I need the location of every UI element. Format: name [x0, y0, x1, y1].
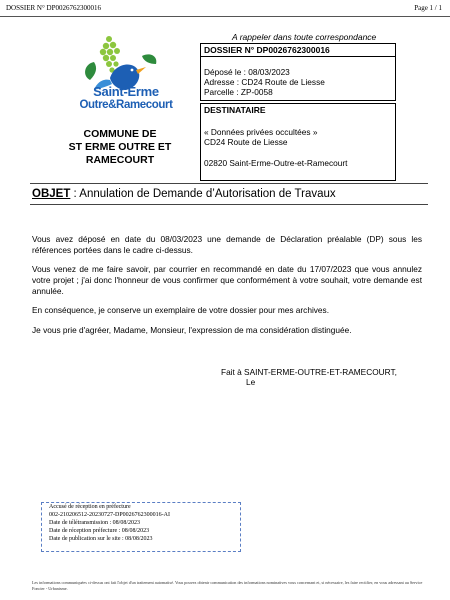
commune-name [40, 128, 200, 167]
correspondence-note: A rappeler dans toute correspondance [232, 32, 377, 42]
body-paragraph: En conséquence, je conserve un exemplaire de votre dossier pour mes archives. [32, 305, 330, 315]
commune-line: RAMECOURT [85, 154, 155, 166]
signature-place: Fait à SAINT-ERME-OUTRE-ET-RAMECOURT, [221, 367, 397, 377]
subject-line [32, 188, 336, 200]
footer-notice: Les informations communiquées ci-dessus ont fait l'objet d'un traitement automatisé. Vous pouvez obtenir communication des informations nominatives vous concernant et, si nécessaire, les faire rectifier, en vous adressant au Service Foncier - Urbanisme. [32, 580, 423, 591]
subject-text: : Annulation de Demande d’Autorisation de Travaux [70, 188, 336, 200]
receipt-stamp [41, 502, 241, 552]
header-page-number: Page 1 / 1 [414, 4, 442, 12]
receipt-line: Date de réception préfecture : 08/08/2023 [49, 528, 150, 534]
dossier-box [200, 43, 396, 101]
deposit-date: Déposé le : 08/03/2023 [204, 67, 290, 77]
commune-line: ST ERME OUTRE ET [68, 141, 172, 153]
recipient-street: CD24 Route de Liesse [204, 137, 288, 147]
header-dossier-number: DOSSIER N° DP0026762300016 [6, 4, 101, 12]
recipient-box-title: DESTINATAIRE [204, 105, 266, 115]
signature-date: Le [246, 377, 256, 387]
logo-text-saint-erme: Saint-Erme [93, 84, 159, 99]
recipient-privacy: « Données privées occultées » [204, 127, 318, 137]
objet-bottom-rule [30, 204, 428, 205]
grapes-icon [100, 36, 120, 73]
receipt-line: Accusé de réception en préfecture [49, 504, 131, 510]
body-paragraph: Je vous prie d'agréer, Madame, Monsieur, l'expression de ma considération distinguée. [32, 325, 352, 335]
body-paragraph: Vous avez déposé en date du 08/03/2023 une demande de Déclaration préalable (DP) sous les références portées dans le cadre ci-dessus. [32, 234, 422, 255]
recipient-box [200, 103, 396, 181]
address: Adresse : CD24 Route de Liesse [204, 77, 325, 87]
box-divider [201, 56, 395, 57]
logo-text-outre-ramecourt: Outre&Ramecourt [79, 99, 173, 111]
header-divider [0, 16, 450, 17]
receipt-line: Date de télétransmission : 08/08/2023 [49, 520, 140, 526]
receipt-line: Date de publication sur le site : 08/08/2023 [49, 536, 153, 542]
receipt-line: 002-210206512-20230727-DP0026762300016-AI [49, 512, 170, 518]
objet-top-rule [30, 183, 428, 184]
parcel: Parcelle : ZP-0058 [204, 87, 273, 97]
subject-keyword: OBJET [32, 188, 71, 200]
commune-line: COMMUNE DE [83, 128, 157, 140]
dossier-box-title: DOSSIER N° DP0026762300016 [204, 45, 330, 55]
body-paragraph: Vous venez de me faire savoir, par courrier en recommandé en date du 17/07/2023 que vous annulez votre projet ; j'ai donc l'honneur de vous confirmer que conformément à votre souhait, votre demande est annulée. [32, 264, 422, 296]
recipient-city: 02820 Saint-Erme-Outre-et-Ramecourt [204, 158, 348, 168]
